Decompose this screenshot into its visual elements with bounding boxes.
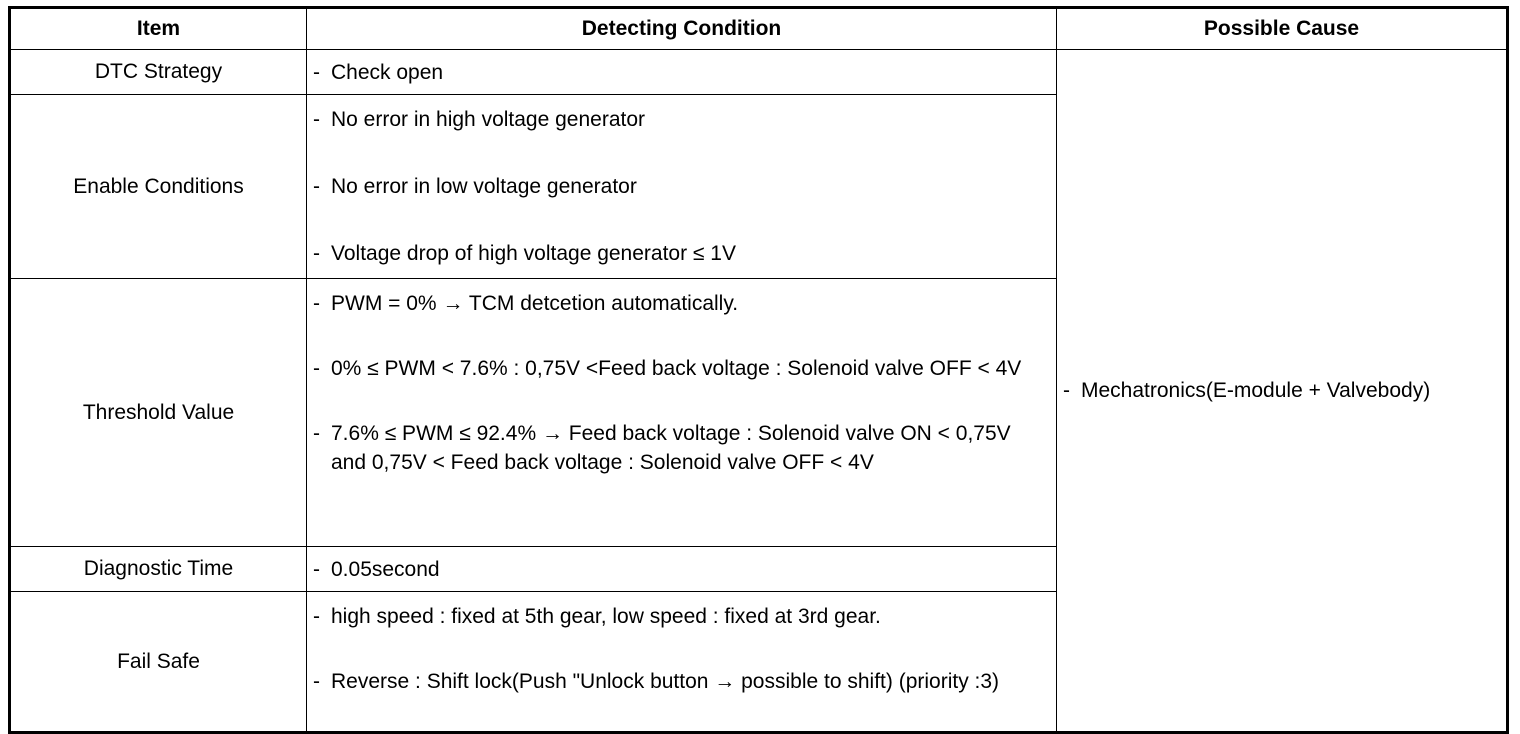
dtc-table bbox=[8, 6, 1509, 734]
header-item: Item bbox=[10, 8, 307, 50]
header-row bbox=[10, 8, 1508, 50]
item-cell: Enable Conditions bbox=[10, 95, 307, 279]
condition-line: - No error in high voltage generator bbox=[313, 108, 646, 131]
condition-cell bbox=[307, 279, 1057, 547]
condition-line: - Check open bbox=[313, 61, 444, 84]
condition-cell bbox=[307, 547, 1057, 592]
condition-line: - PWM = 0% → TCM detcetion automatically. bbox=[313, 292, 739, 315]
row-dtc-strategy bbox=[10, 50, 1508, 95]
condition-line: - Reverse : Shift lock(Push "Unlock button → possible to shift) (priority :3) bbox=[313, 670, 1000, 693]
condition-line: - 7.6% ≤ PWM ≤ 92.4% → Feed back voltage : Solenoid valve ON < 0,75V and 0,75V < Feed back voltage : Solenoid valve OFF < 4V bbox=[313, 422, 1011, 474]
condition-line: - 0.05second bbox=[313, 558, 440, 581]
condition-cell bbox=[307, 592, 1057, 733]
condition-cell bbox=[307, 95, 1057, 279]
condition-line: - No error in low voltage generator bbox=[313, 175, 637, 198]
condition-cell bbox=[307, 50, 1057, 95]
item-cell: Threshold Value bbox=[10, 279, 307, 547]
header-possible-cause: Possible Cause bbox=[1057, 8, 1508, 50]
header-detecting-condition: Detecting Condition bbox=[307, 8, 1057, 50]
item-cell: Fail Safe bbox=[10, 592, 307, 733]
condition-line: - high speed : fixed at 5th gear, low speed : fixed at 3rd gear. bbox=[313, 605, 881, 628]
item-cell: DTC Strategy bbox=[10, 50, 307, 95]
condition-line: - Voltage drop of high voltage generator ≤ 1V bbox=[313, 242, 736, 265]
condition-line: - 0% ≤ PWM < 7.6% : 0,75V <Feed back voltage : Solenoid valve OFF < 4V bbox=[313, 357, 1022, 380]
item-cell: Diagnostic Time bbox=[10, 547, 307, 592]
cause-line: - Mechatronics(E-module + Valvebody) bbox=[1063, 379, 1431, 402]
possible-cause-cell bbox=[1057, 50, 1508, 733]
